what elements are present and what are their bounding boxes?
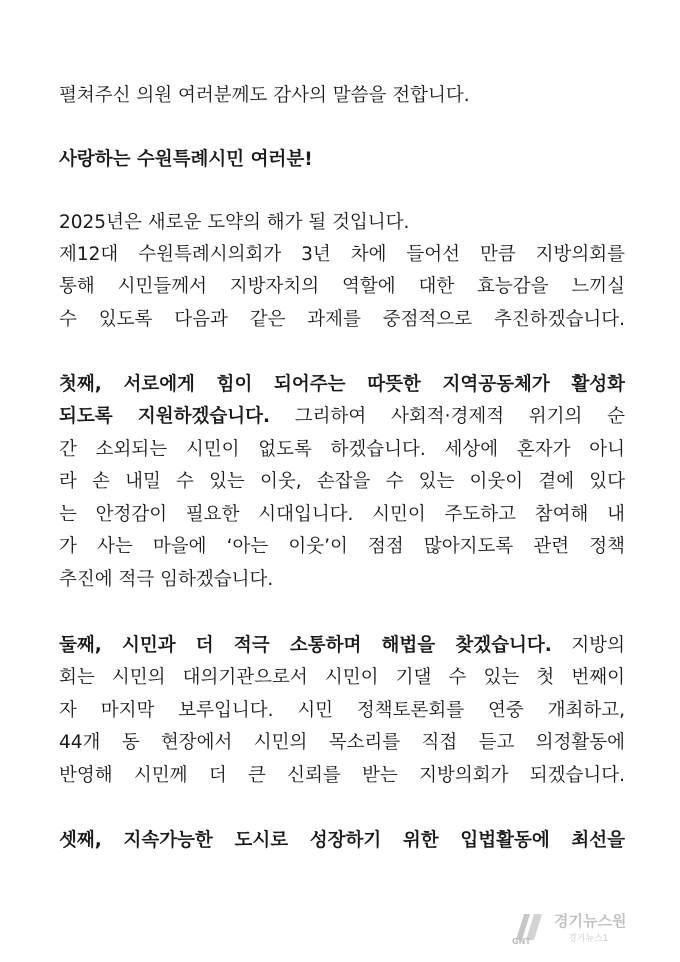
first-line-5: 는 안정감이 필요한 시대입니다. 시민이 주도하고 참여해 내 (59, 504, 625, 525)
intro-text: 펼쳐주신 의원 여러분께도 감사의 말씀을 전합니다. (59, 85, 470, 106)
para-2025-line-3: 통해 시민들께서 지방자치의 역할에 대한 효능감을 느끼실 (59, 276, 625, 297)
second-line-4: 44개 동 현장에서 시민의 목소리를 직접 듣고 의정활동에 (59, 732, 625, 753)
third-line-1: 셋째, 지속가능한 도시로 성장하기 위한 입법활동에 최선을 (59, 830, 625, 851)
greeting-text: 사랑하는 수원특례시민 여러분! (59, 149, 313, 170)
watermark-name: 경기뉴스원 (554, 912, 627, 930)
para-2025-line-2: 제12대 수원특례시의회가 3년 차에 들어선 만큼 지방의회를 (59, 244, 625, 265)
para-2025-line-1 (59, 211, 625, 235)
gnt-logo-text: GNT (512, 937, 531, 946)
gnt-logo-icon (510, 910, 550, 946)
greeting-heading (59, 148, 625, 172)
first-line-1: 첫째, 서로에게 힘이 되어주는 따뜻한 지역공동체가 활성화 (59, 374, 625, 395)
second-heading: 둘째, 시민과 더 적극 소통하며 해법을 찾겠습니다. (59, 635, 552, 656)
para-2025-text-1: 2025년은 새로운 도약의 해가 될 것입니다. (59, 212, 410, 233)
first-line-3: 간 소외되는 시민이 없도록 하겠습니다. 세상에 혼자가 아니 (59, 439, 625, 460)
news-watermark (510, 906, 670, 950)
first-line-2-text: 그리하여 사회적·경제적 위기의 순 (270, 406, 625, 427)
second-line-3: 자 마지막 보루입니다. 시민 정책토론회를 연중 개최하고, (59, 700, 625, 721)
first-heading-end: 되도록 지원하겠습니다. (59, 406, 271, 427)
second-line-2: 회는 시민의 대의기관으로서 시민이 기댈 수 있는 첫 번째이 (59, 667, 625, 688)
para-2025-line-4: 수 있도록 다음과 같은 과제를 중점적으로 추진하겠습니다. (59, 309, 625, 330)
second-line-1 (59, 634, 625, 658)
second-line-5: 반영해 시민께 더 큰 신뢰를 받는 지방의회가 되겠습니다. (59, 765, 625, 786)
first-line-7 (59, 568, 625, 592)
intro-line (59, 84, 625, 108)
first-line-7-text: 추진에 적극 임하겠습니다. (59, 569, 274, 590)
first-line-6: 가 사는 마을에 ‘아는 이웃’이 점점 많아지도록 관련 정책 (59, 536, 625, 557)
second-line-1-text: 지방의 (551, 635, 625, 656)
first-line-4: 라 손 내밀 수 있는 이웃, 손잡을 수 있는 이웃이 곁에 있다 (59, 471, 625, 492)
first-line-2 (59, 405, 625, 429)
watermark-sub: 경기뉴스1 (568, 934, 609, 944)
